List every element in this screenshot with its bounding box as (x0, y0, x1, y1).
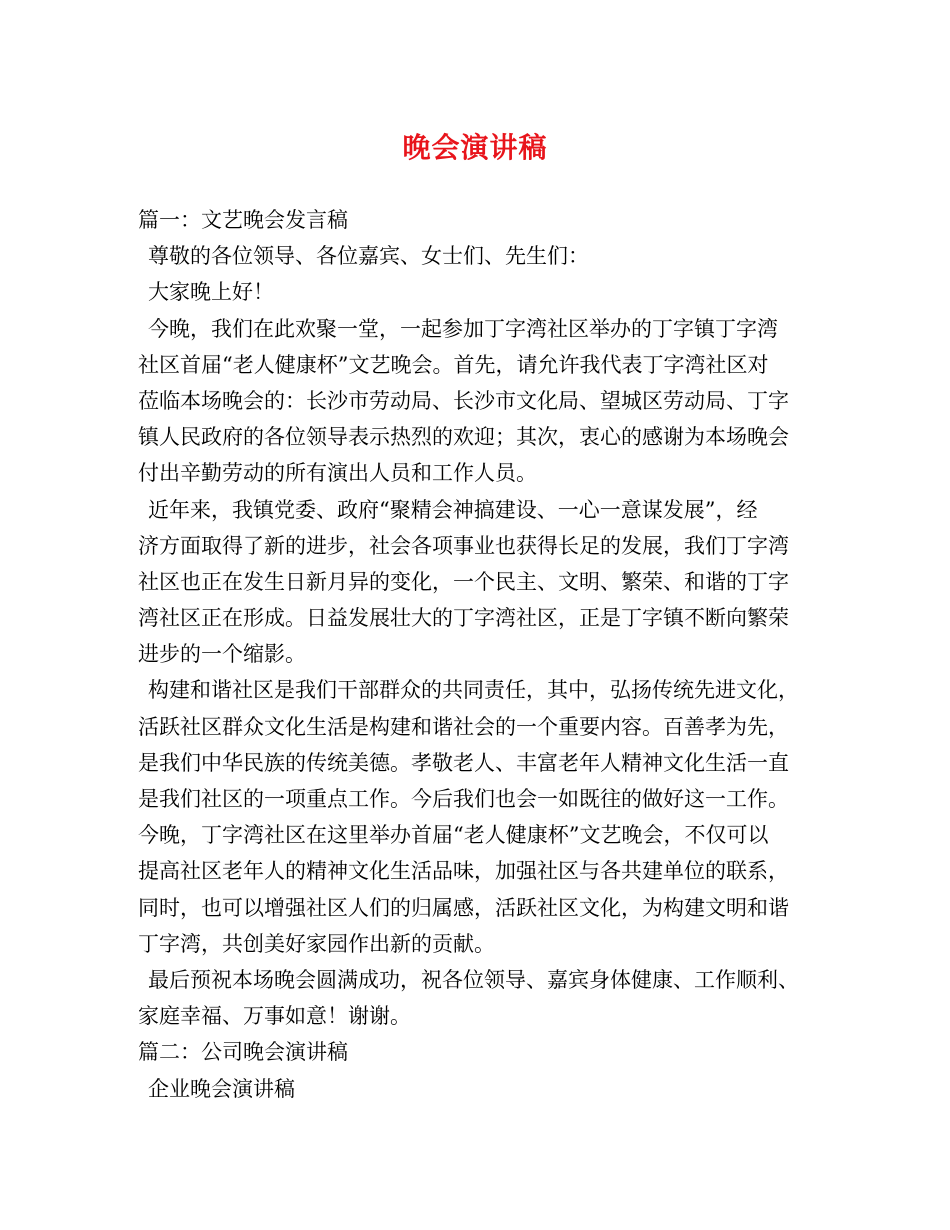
text-line: 企业晚会演讲稿 (148, 1076, 295, 1101)
text-line: 付出辛勤劳动的所有演出人员和工作人员。 (138, 461, 537, 486)
text-line: 今晚，我们在此欢聚一堂，一起参加丁字湾社区举办的丁字镇丁字湾 (148, 316, 778, 341)
document-body (138, 202, 838, 1107)
text-line: 最后预祝本场晚会圆满成功，祝各位领导、嘉宾身体健康、工作顺利、 (148, 967, 799, 992)
text-line: 湾社区正在形成。日益发展壮大的丁字湾社区，正是丁字镇不断向繁荣 (138, 606, 789, 631)
text-line: 提高社区老年人的精神文化生活品味，加强社区与各共建单位的联系， (138, 859, 789, 884)
text-line: 是我们中华民族的传统美德。孝敬老人、丰富老年人精神文化生活一直 (138, 750, 789, 775)
text-line: 大家晚上好！ (148, 280, 274, 305)
text-line: 丁字湾，共创美好家园作出新的贡献。 (138, 931, 495, 956)
text-line: 家庭幸福、万事如意！谢谢。 (138, 1004, 411, 1029)
text-line: 济方面取得了新的进步，社会各项事业也获得长足的发展，我们丁字湾 (138, 533, 789, 558)
text-line: 篇一：文艺晚会发言稿 (138, 208, 348, 232)
text-line: 活跃社区群众文化生活是构建和谐社会的一个重要内容。百善孝为先， (138, 714, 789, 739)
text-line: 近年来，我镇党委、政府“聚精会神搞建设、一心一意谋发展”，经 (148, 497, 758, 522)
text-line: 今晚，丁字湾社区在这里举办首届“老人健康杯”文艺晚会，不仅可以 (138, 823, 769, 848)
text-line: 构建和谐社区是我们干部群众的共同责任，其中，弘扬传统先进文化， (148, 678, 799, 703)
text-line: 篇二：公司晚会演讲稿 (138, 1040, 348, 1065)
text-line: 是我们社区的一项重点工作。今后我们也会一如既往的做好这一工作。 (138, 787, 789, 811)
text-line: 同时，也可以增强社区人们的归属感，活跃社区文化，为构建文明和谐 (138, 895, 789, 920)
text-line: 镇人民政府的各位领导表示热烈的欢迎；其次，衷心的感谢为本场晚会 (138, 425, 789, 450)
text-line: 社区首届“老人健康杯”文艺晚会。首先，请允许我代表丁字湾社区对 (138, 352, 769, 377)
text-line: 进步的一个缩影。 (138, 642, 306, 667)
text-line: 社区也正在发生日新月异的变化，一个民主、文明、繁荣、和谐的丁字 (138, 569, 789, 594)
document-title: 晚会演讲稿 (402, 131, 548, 164)
text-line: 莅临本场晚会的：长沙市劳动局、长沙市文化局、望城区劳动局、丁字 (138, 388, 789, 413)
text-line: 尊敬的各位领导、各位嘉宾、女士们、先生们： (148, 244, 589, 269)
